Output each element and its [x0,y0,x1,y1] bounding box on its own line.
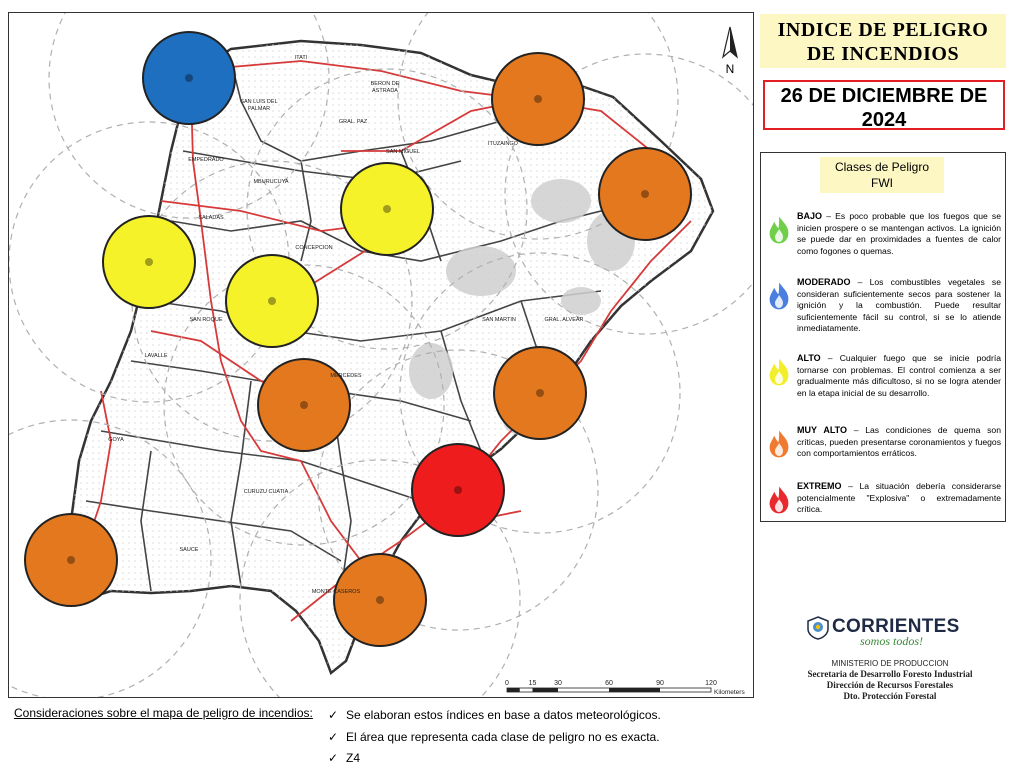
legend-class-name: EXTREMO [797,481,842,491]
legend-class-desc: – La situación debería considerarse potencialmente "Explosiva" o extremadamente crítica. [797,481,1001,515]
legend-class-desc: – Los combustibles vegetales se consideran suficientemente secos para sostener la ignición y la combustión. Puede resultar suficientemente fácil su control, si se lo atiende inmediatamente. [797,277,1001,334]
department-label: EMPEDRADO [188,157,224,163]
station-point [185,74,193,82]
consideration-item [328,708,661,722]
station-point [67,556,75,564]
north-arrow-icon [723,27,737,76]
department-label: SAN LUIS DEL PALMAR [240,99,278,112]
consideration-text: Z4 [346,751,361,765]
scale-bar [505,680,745,696]
department-label: MERCEDES [330,373,362,379]
corrientes-logo [770,612,1010,652]
logo-name: CORRIENTES [832,616,960,637]
consideration-text: Se elaboran estos índices en base a datos meteorológicos. [346,708,661,722]
north-label: N [725,62,735,76]
map-canvas [9,13,753,697]
scale-tick-label: 60 [605,680,613,687]
department-label: CURUZU CUATIA [243,489,289,495]
department-label: BERON DE ASTRADA [370,81,400,94]
station-point [300,401,308,409]
station-point [145,258,153,266]
org-line-2: Secretaria de Desarrollo Foresto Industrial [807,669,973,679]
department-label: ITUZAINGO [488,141,518,147]
consideration-item [328,751,360,765]
station-point [534,95,542,103]
legend-class-name: BAJO [797,211,823,221]
map-title-line2: DE INCENDIOS [806,43,960,65]
legend-class-name: MODERADO [797,277,851,287]
flame-orange-icon [765,427,793,459]
legend-heading [820,157,944,193]
department-label: LAVALLE [144,353,168,359]
organization-block [770,612,1010,707]
department-label: SAN MIGUEL [386,149,420,155]
station-point [536,389,544,397]
department-label: MONTE CASEROS [311,589,361,595]
flame-blue-icon [765,279,793,311]
department-label: SAN MARTIN [482,317,516,323]
legend-class-name: MUY ALTO [797,425,847,435]
department-label: CONCEPCION [295,245,333,251]
department-label: GOYA [108,437,124,443]
consideration-text: El área que representa cada clase de peligro no es exacta. [346,730,660,744]
flame-yellow-icon [765,355,793,387]
map-title-box [760,14,1006,68]
considerations-title: Consideraciones sobre el mapa de peligro de incendios: [14,706,313,720]
legend-heading-line2: FWI [871,176,893,190]
org-line-1: MINISTERIO DE PRODUCCION [831,659,949,668]
station-point [383,205,391,213]
date-line1: 26 DE DICIEMBRE DE [780,85,988,107]
map-title-line1: INDICE DE PELIGRO [777,19,989,41]
station-point [376,596,384,604]
flame-green-icon [765,213,793,245]
department-label: ITATI [294,55,308,61]
flame-red-icon [765,483,793,515]
danger-class-legend [760,152,1006,522]
scale-unit-label: Kilometers [714,689,745,696]
department-label: SAUCE [179,547,199,553]
province-seal-icon [807,616,829,640]
date-box [763,80,1005,130]
check-icon: ✓ [328,730,339,744]
department-label: SAN ROQUE [189,317,223,323]
check-icon: ✓ [328,708,339,722]
department-label: SALADAS [198,215,224,221]
org-line-4: Dto. Protección Forestal [843,691,937,701]
date-line2: 2024 [861,109,907,131]
logo-slogan: somos todos! [860,634,924,648]
department-label: MBURUCUYA [253,179,289,185]
scale-tick-label: 120 [705,680,717,687]
check-icon: ✓ [328,751,339,765]
legend-class-name: ALTO [797,353,821,363]
org-line-3: Dirección de Recursos Forestales [826,680,954,690]
department-label: GRAL. ALVEAR [544,317,584,323]
considerations-footer [8,700,1018,768]
legend-class-desc: – Cualquier fuego que se inicie podría tornarse con problemas. El control comienza a ser gradualmente más dificultoso, si no se logra atender en la etapa inicial de su desarrollo. [797,353,1001,398]
scale-tick-label: 30 [554,680,562,687]
legend-class-desc: – Las condiciones de quema son críticas, pueden presentarse coronamientos y fuegos con comportamientos erráticos. [797,425,1001,459]
legend-heading-line1: Clases de Peligro [834,160,930,174]
station-point [641,190,649,198]
department-label: GRAL. PAZ [338,119,368,125]
scale-tick-label: 15 [528,680,537,687]
legend-class-desc: – Es poco probable que los fuegos que se inicien prospere o se mantengan activos. La ignición se puede dar en proximidades a fuentes de calor como fogones o quemas. [797,211,1001,256]
fire-danger-map [8,12,754,698]
station-point [268,297,276,305]
consideration-item [328,730,660,744]
station-point [454,486,462,494]
scale-tick-label: 90 [656,680,664,687]
scale-tick-label: 0 [505,680,509,687]
